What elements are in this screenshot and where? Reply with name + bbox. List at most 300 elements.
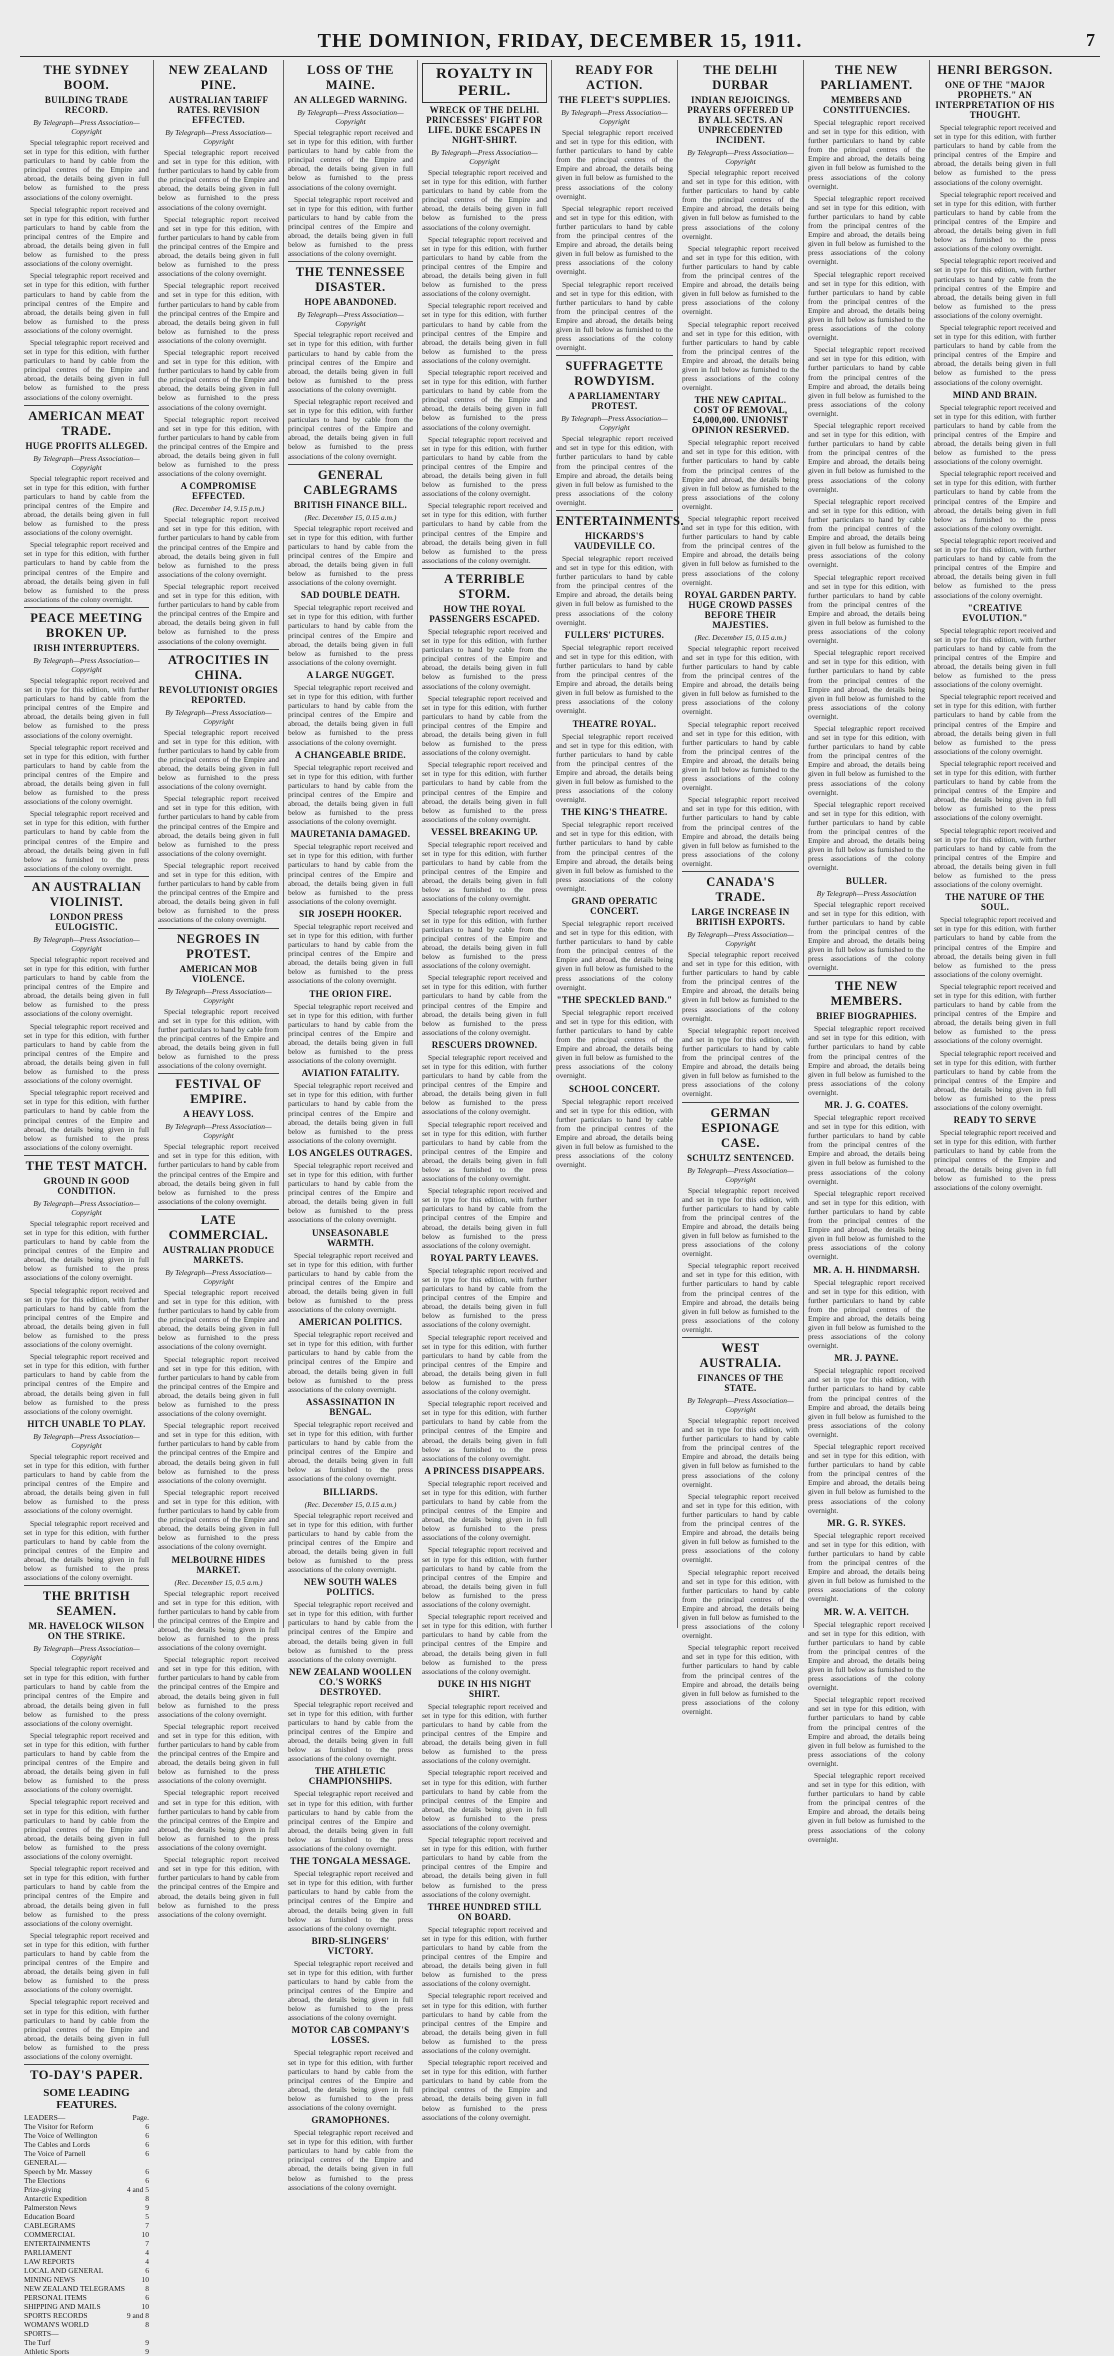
article-paragraph: Special telegraphic report received and set in type for this edition, with further particulars to hand by cable from the principal centres of the Empire and abroad, the details being given in full below as furnished to the press associations of the colony overnight. <box>288 1510 413 1575</box>
features-row <box>24 2131 149 2140</box>
article-paragraph: Special telegraphic report received and set in type for this edition, with further particulars to hand by cable from the principal centres of the Empire and abroad, the details being given in full below as furnished to the press associations of the colony overnight. <box>422 367 547 432</box>
article-subhead: SAD DOUBLE DEATH. <box>300 590 401 601</box>
article-paragraph: Special telegraphic report received and set in type for this edition, with further particulars to hand by cable from the principal centres of the Empire and abroad, the details being given in full below as furnished to the press associations of the colony overnight. <box>556 203 673 277</box>
article-subhead: BRIEF BIOGRAPHIES. <box>816 1011 917 1022</box>
article-paragraph: Special telegraphic report received and set in type for this edition, with further particulars to hand by cable from the principal centres of the Empire and abroad, the details being given in full below as furnished to the press associations of the colony overnight. <box>158 347 279 412</box>
features-label: LAW REPORTS <box>24 2257 75 2267</box>
article-paragraph: Special telegraphic report received and set in type for this edition, with further particulars to hand by cable from the principal centres of the Empire and abroad, the details being given in full below as furnished to the press associations of the colony overnight. <box>808 421 925 494</box>
article-subhead: AUSTRALIAN PRODUCE MARKETS. <box>162 1244 275 1265</box>
features-label: SPORTS RECORDS <box>24 2311 88 2321</box>
article-paragraph: Special telegraphic report received and set in type for this edition, with further particulars to hand by cable from the principal centres of the Empire and abroad, the details being given in full below as furnished to the press associations of the colony overnight. <box>158 1588 279 1653</box>
article-byline: By Telegraph—Press Association—Copyright <box>687 1396 794 1414</box>
article-paragraph: Special telegraphic report received and set in type for this edition, with further particulars to hand by cable from the principal centres of the Empire and abroad, the details being given in full below as furnished to the press associations of the colony overnight. <box>682 1491 799 1565</box>
features-row <box>24 2212 149 2221</box>
features-row <box>24 2122 149 2131</box>
article-paragraph: Special telegraphic report received and set in type for this edition, with further particulars to hand by cable from the principal centres of the Empire and abroad, the details being given in full below as furnished to the press associations of the colony overnight. <box>158 1788 279 1853</box>
article-paragraph: Special telegraphic report received and set in type for this edition, with further particulars to hand by cable from the principal centres of the Empire and abroad, the details being given in full below as furnished to the press associations of the colony overnight. <box>288 921 413 986</box>
article-paragraph: Special telegraphic report received and set in type for this edition, with further particulars to hand by cable from the principal centres of the Empire and abroad, the details being given in full below as furnished to the press associations of the colony overnight. <box>808 1113 925 1186</box>
article-subhead: A CHANGEABLE BRIDE. <box>295 749 406 760</box>
article-paragraph: Special telegraphic report received and set in type for this edition, with further particulars to hand by cable from the principal centres of the Empire and abroad, the details being given in full below as furnished to the press associations of the colony overnight. <box>288 2128 413 2192</box>
features-label: PARLIAMENT <box>24 2248 72 2258</box>
article-paragraph: Special telegraphic report received and set in type for this edition, with further particulars to hand by cable from the principal centres of the Empire and abroad, the details being given in full below as furnished to the press associations of the colony overnight. <box>934 758 1056 823</box>
rule <box>288 464 413 465</box>
article-paragraph: Special telegraphic report received and set in type for this edition, with further particulars to hand by cable from the principal centres of the Empire and abroad, the details being given in full below as furnished to the press associations of the colony overnight. <box>158 1487 279 1552</box>
article-subhead: THEATRE ROYAL. <box>572 718 657 729</box>
article-paragraph: Special telegraphic report received and set in type for this edition, with further particulars to hand by cable from the principal centres of the Empire and abroad, the details being given in full below as furnished to the press associations of the colony overnight. <box>934 1128 1056 1192</box>
article-paragraph: Special telegraphic report received and set in type for this edition, with further particulars to hand by cable from the principal centres of the Empire and abroad, the details being given in full below as furnished to the press associations of the colony overnight. <box>24 138 149 202</box>
article-subhead: LARGE INCREASE IN BRITISH EXPORTS. <box>691 907 790 927</box>
article-paragraph: Special telegraphic report received and set in type for this edition, with further particulars to hand by cable from the principal centres of the Empire and abroad, the details being given in full below as furnished to the press associations of the colony overnight. <box>422 1265 547 1330</box>
article-paragraph: Special telegraphic report received and set in type for this edition, with further particulars to hand by cable from the principal centres of the Empire and abroad, the details being given in full below as furnished to the press associations of the colony overnight. <box>158 1855 279 1919</box>
article-byline: (Rec. December 14, 9.15 p.m.) <box>172 504 265 514</box>
article-paragraph: Special telegraphic report received and set in type for this edition, with further particulars to hand by cable from the principal centres of the Empire and abroad, the details being given in full below as furnished to the press associations of the colony overnight. <box>24 1797 149 1862</box>
features-row <box>24 2248 149 2257</box>
article-paragraph: Special telegraphic report received and set in type for this edition, with further particulars to hand by cable from the principal centres of the Empire and abroad, the details being given in full below as furnished to the press associations of the colony overnight. <box>422 1186 547 1250</box>
article-paragraph: Special telegraphic report received and set in type for this edition, with further particulars to hand by cable from the principal centres of the Empire and abroad, the details being given in full below as furnished to the press associations of the colony overnight. <box>934 625 1056 690</box>
features-page: 9 <box>145 2338 149 2348</box>
column-4 <box>418 60 552 2122</box>
features-row <box>24 2167 149 2176</box>
features-row <box>24 2347 149 2356</box>
article-title: LATE COMMERCIAL. <box>168 1212 269 1242</box>
article-paragraph: Special telegraphic report received and set in type for this edition, with further particulars to hand by cable from the principal centres of the Empire and abroad, the details being given in full below as furnished to the press associations of the colony overnight. <box>422 301 547 365</box>
column-5 <box>552 60 685 1628</box>
article-paragraph: Special telegraphic report received and set in type for this edition, with further particulars to hand by cable from the principal centres of the Empire and abroad, the details being given in full below as furnished to the press associations of the colony overnight. <box>288 1699 413 1764</box>
article-title: THE NEW PARLIAMENT. <box>820 63 913 92</box>
article-paragraph: Special telegraphic report received and set in type for this edition, with further particulars to hand by cable from the principal centres of the Empire and abroad, the details being given in full below as furnished to the press associations of the colony overnight. <box>288 1330 413 1394</box>
article-paragraph: Special telegraphic report received and set in type for this edition, with further particulars to hand by cable from the principal centres of the Empire and abroad, the details being given in full below as furnished to the press associations of the colony overnight. <box>24 675 149 740</box>
features-page: 10 <box>141 2230 149 2240</box>
article-paragraph: Special telegraphic report received and set in type for this edition, with further particulars to hand by cable from the principal centres of the Empire and abroad, the details being given in full below as furnished to the press associations of the colony overnight. <box>422 1835 547 1899</box>
rule <box>682 1102 799 1103</box>
article-paragraph: Special telegraphic report received and set in type for this edition, with further particulars to hand by cable from the principal centres of the Empire and abroad, the details being given in full below as furnished to the press associations of the colony overnight. <box>422 1701 547 1766</box>
features-label: LOCAL AND GENERAL <box>24 2266 104 2276</box>
features-label: ENTERTAINMENTS <box>24 2239 91 2249</box>
article-paragraph: Special telegraphic report received and set in type for this edition, with further particulars to hand by cable from the principal centres of the Empire and abroad, the details being given in full below as furnished to the press associations of the colony overnight. <box>422 434 547 499</box>
features-row <box>24 2329 149 2338</box>
article-paragraph: Special telegraphic report received and set in type for this edition, with further particulars to hand by cable from the principal centres of the Empire and abroad, the details being given in full below as furnished to the press associations of the colony overnight. <box>24 1352 149 1416</box>
features-label: SPORTS— <box>24 2329 59 2339</box>
article-paragraph: Special telegraphic report received and set in type for this edition, with further particulars to hand by cable from the principal centres of the Empire and abroad, the details being given in full below as furnished to the press associations of the colony overnight. <box>288 128 413 192</box>
article-paragraph: Special telegraphic report received and set in type for this edition, with further particulars to hand by cable from the principal centres of the Empire and abroad, the details being given in full below as furnished to the press associations of the colony overnight. <box>682 514 799 587</box>
article-paragraph: Special telegraphic report received and set in type for this edition, with further particulars to hand by cable from the principal centres of the Empire and abroad, the details being given in full below as furnished to the press associations of the colony overnight. <box>158 727 279 792</box>
article-subhead: THREE HUNDRED STILL ON BOARD. <box>427 1901 542 1922</box>
features-page: 7 <box>145 2239 149 2249</box>
article-subhead: THE NEW CAPITAL. COST OF REMOVAL, £4,000,000. UNIONIST OPINION RESERVED. <box>691 395 790 436</box>
features-row <box>24 2284 149 2293</box>
article-title: A TERRIBLE STORM. <box>444 571 525 601</box>
article-title: SUFFRAGETTE ROWDYISM. <box>565 359 664 389</box>
article-paragraph: Special telegraphic report received and set in type for this edition, with further particulars to hand by cable from the principal centres of the Empire and abroad, the details being given in full below as furnished to the press associations of the colony overnight. <box>808 1442 925 1515</box>
article-paragraph: Special telegraphic report received and set in type for this edition, with further particulars to hand by cable from the principal centres of the Empire and abroad, the details being given in full below as furnished to the press associations of the colony overnight. <box>808 572 925 646</box>
article-paragraph: Special telegraphic report received and set in type for this edition, with further particulars to hand by cable from the principal centres of the Empire and abroad, the details being given in full below as furnished to the press associations of the colony overnight. <box>422 973 547 1037</box>
article-paragraph: Special telegraphic report received and set in type for this edition, with further particulars to hand by cable from the principal centres of the Empire and abroad, the details being given in full below as furnished to the press associations of the colony overnight. <box>288 1789 413 1854</box>
features-label: The Elections <box>24 2176 66 2186</box>
article-title: READY FOR ACTION. <box>575 63 654 92</box>
features-label: The Voice of Parnell <box>24 2149 86 2159</box>
article-subhead: WRECK OF THE DELHI. PRINCESSES' FIGHT FOR LIFE. DUKE ESCAPES IN NIGHT-SHIRT. <box>426 105 543 145</box>
rule <box>24 607 149 608</box>
features-label: The Turf <box>24 2338 51 2348</box>
features-label: CABLEGRAMS <box>24 2221 76 2231</box>
article-title: THE TENNESSEE DISASTER. <box>295 265 406 295</box>
article-paragraph: Special telegraphic report received and set in type for this edition, with further particulars to hand by cable from the principal centres of the Empire and abroad, the details being given in full below as furnished to the press associations of the colony overnight. <box>682 1643 799 1716</box>
features-row <box>24 2221 149 2230</box>
rule <box>682 1337 799 1338</box>
masthead-title: THE DOMINION, FRIDAY, DECEMBER 15, 1911. <box>317 30 803 52</box>
article-byline: By Telegraph—Press Association—Copyright <box>561 108 668 126</box>
article-subhead: INDIAN REJOICINGS. PRAYERS OFFERED UP BY ALL SECTS. AN UNPRECEDENTED INCIDENT. <box>687 95 794 145</box>
article-paragraph: Special telegraphic report received and set in type for this edition, with further particulars to hand by cable from the principal centres of the Empire and abroad, the details being given in full below as furnished to the press associations of the colony overnight. <box>24 473 149 538</box>
features-label: The Visitor for Reform <box>24 2122 94 2132</box>
article-byline: By Telegraph—Press Association—Copyright <box>561 414 668 433</box>
article-paragraph: Special telegraphic report received and set in type for this edition, with further particulars to hand by cable from the principal centres of the Empire and abroad, the details being given in full below as furnished to the press associations of the colony overnight. <box>934 825 1056 890</box>
article-title: NEW ZEALAND PINE. <box>168 63 269 92</box>
article-paragraph: Special telegraphic report received and set in type for this edition, with further particulars to hand by cable from the principal centres of the Empire and abroad, the details being given in full below as furnished to the press associations of the colony overnight. <box>808 1277 925 1351</box>
article-paragraph: Special telegraphic report received and set in type for this edition, with further particulars to hand by cable from the principal centres of the Empire and abroad, the details being given in full below as furnished to the press associations of the colony overnight. <box>808 899 925 973</box>
features-row <box>24 2275 149 2284</box>
article-subhead: BULLER. <box>845 875 888 886</box>
article-paragraph: Special telegraphic report received and set in type for this edition, with further particulars to hand by cable from the principal centres of the Empire and abroad, the details being given in full below as furnished to the press associations of the colony overnight. <box>422 1399 547 1463</box>
article-paragraph: Special telegraphic report received and set in type for this edition, with further particulars to hand by cable from the principal centres of the Empire and abroad, the details being given in full below as furnished to the press associations of the colony overnight. <box>682 643 799 717</box>
rule <box>682 871 799 872</box>
article-paragraph: Special telegraphic report received and set in type for this edition, with further particulars to hand by cable from the principal centres of the Empire and abroad, the details being given in full below as furnished to the press associations of the colony overnight. <box>422 1768 547 1832</box>
article-paragraph: Special telegraphic report received and set in type for this edition, with further particulars to hand by cable from the principal centres of the Empire and abroad, the details being given in full below as furnished to the press associations of the colony overnight. <box>682 319 799 393</box>
features-page: 4 and 5 <box>126 2185 149 2195</box>
article-paragraph: Special telegraphic report received and set in type for this edition, with further particulars to hand by cable from the principal centres of the Empire and abroad, the details being given in full below as furnished to the press associations of the colony overnight. <box>682 243 799 317</box>
features-page: 8 <box>145 2284 149 2294</box>
article-paragraph: Special telegraphic report received and set in type for this edition, with further particulars to hand by cable from the principal centres of the Empire and abroad, the details being given in full below as furnished to the press associations of the colony overnight. <box>422 1052 547 1117</box>
article-paragraph: Special telegraphic report received and set in type for this edition, with further particulars to hand by cable from the principal centres of the Empire and abroad, the details being given in full below as furnished to the press associations of the colony overnight. <box>934 402 1056 467</box>
features-page: 4 <box>145 2248 149 2258</box>
article-subhead: AVIATION FATALITY. <box>301 1068 400 1079</box>
article-paragraph: Special telegraphic report received and set in type for this edition, with further particulars to hand by cable from the principal centres of the Empire and abroad, the details being given in full below as furnished to the press associations of the colony overnight. <box>808 1530 925 1604</box>
rule <box>422 568 547 569</box>
article-subhead: AMERICAN POLITICS. <box>298 1317 403 1328</box>
features-page: 6 <box>145 2140 149 2150</box>
features-row <box>24 2293 149 2302</box>
article-title: THE TEST MATCH. <box>25 1158 148 1173</box>
rule <box>556 355 673 356</box>
article-paragraph: Special telegraphic report received and set in type for this edition, with further particulars to hand by cable from the principal centres of the Empire and abroad, the details being given in full below as furnished to the press associations of the colony overnight. <box>556 279 673 353</box>
article-subhead: AN ALLEGED WARNING. <box>293 95 408 105</box>
article-paragraph: Special telegraphic report received and set in type for this edition, with further particulars to hand by cable from the principal centres of the Empire and abroad, the details being given in full below as furnished to the press associations of the colony overnight. <box>808 1188 925 1262</box>
article-subhead: LONDON PRESS EULOGISTIC. <box>49 911 124 932</box>
article-byline: (Rec. December 15, 0.15 a.m.) <box>304 512 397 522</box>
features-row <box>24 2302 149 2311</box>
article-paragraph: Special telegraphic report received and set in type for this edition, with further particulars to hand by cable from the principal centres of the Empire and abroad, the details being given in full below as furnished to the press associations of the colony overnight. <box>158 1287 279 1352</box>
article-paragraph: Special telegraphic report received and set in type for this edition, with further particulars to hand by cable from the principal centres of the Empire and abroad, the details being given in full below as furnished to the press associations of the colony overnight. <box>24 540 149 604</box>
article-byline: By Telegraph—Press Association—Copyright <box>687 148 794 166</box>
article-paragraph: Special telegraphic report received and set in type for this edition, with further particulars to hand by cable from the principal centres of the Empire and abroad, the details being given in full below as furnished to the press associations of the colony overnight. <box>288 762 413 827</box>
article-title: TO-DAY'S PAPER. <box>30 2068 143 2083</box>
article-paragraph: Special telegraphic report received and set in type for this edition, with further particulars to hand by cable from the principal centres of the Empire and abroad, the details being given in full below as furnished to the press associations of the colony overnight. <box>934 189 1056 254</box>
article-subhead: "CREATIVE EVOLUTION." <box>962 602 1028 623</box>
article-paragraph: Special telegraphic report received and set in type for this edition, with further particulars to hand by cable from the principal centres of the Empire and abroad, the details being given in full below as furnished to the press associations of the colony overnight. <box>158 794 279 858</box>
article-paragraph: Special telegraphic report received and set in type for this edition, with further particulars to hand by cable from the principal centres of the Empire and abroad, the details being given in full below as furnished to the press associations of the colony overnight. <box>808 799 925 873</box>
features-label: Speech by Mr. Massey <box>24 2167 93 2177</box>
article-paragraph: Special telegraphic report received and set in type for this edition, with further particulars to hand by cable from the principal centres of the Empire and abroad, the details being given in full below as furnished to the press associations of the colony overnight. <box>24 271 149 335</box>
article-paragraph: Special telegraphic report received and set in type for this edition, with further particulars to hand by cable from the principal centres of the Empire and abroad, the details being given in full below as furnished to the press associations of the colony overnight. <box>24 1930 149 1995</box>
article-subhead: MR. HAVELOCK WILSON ON THE STRIKE. <box>28 1621 145 1642</box>
article-subhead: DUKE IN HIS NIGHT SHIRT. <box>437 1678 532 1699</box>
article-paragraph: Special telegraphic report received and set in type for this edition, with further particulars to hand by cable from the principal centres of the Empire and abroad, the details being given in full below as furnished to the press associations of the colony overnight. <box>808 648 925 721</box>
article-paragraph: Special telegraphic report received and set in type for this edition, with further particulars to hand by cable from the principal centres of the Empire and abroad, the details being given in full below as furnished to the press associations of the colony overnight. <box>934 535 1056 600</box>
article-paragraph: Special telegraphic report received and set in type for this edition, with further particulars to hand by cable from the principal centres of the Empire and abroad, the details being given in full below as furnished to the press associations of the colony overnight. <box>934 1048 1056 1113</box>
rule <box>24 1585 149 1586</box>
article-paragraph: Special telegraphic report received and set in type for this edition, with further particulars to hand by cable from the principal centres of the Empire and abroad, the details being given in full below as furnished to the press associations of the colony overnight. <box>24 1021 149 1086</box>
article-byline: By Telegraph—Press Association—Copyright <box>33 118 140 136</box>
article-byline: By Telegraph—Press Association—Copyright <box>165 1267 272 1286</box>
features-label: WOMAN'S WORLD <box>24 2320 89 2330</box>
article-paragraph: Special telegraphic report received and set in type for this edition, with further particulars to hand by cable from the principal centres of the Empire and abroad, the details being given in full below as furnished to the press associations of the colony overnight. <box>934 256 1056 320</box>
article-paragraph: Special telegraphic report received and set in type for this edition, with further particulars to hand by cable from the principal centres of the Empire and abroad, the details being given in full below as furnished to the press associations of the colony overnight. <box>808 118 925 191</box>
article-paragraph: Special telegraphic report received and set in type for this edition, with further particulars to hand by cable from the principal centres of the Empire and abroad, the details being given in full below as furnished to the press associations of the colony overnight. <box>556 434 673 507</box>
article-paragraph: Special telegraphic report received and set in type for this edition, with further particulars to hand by cable from the principal centres of the Empire and abroad, the details being given in full below as furnished to the press associations of the colony overnight. <box>808 1366 925 1439</box>
article-subhead: GRAND OPERATIC CONCERT. <box>571 896 658 916</box>
article-subhead: ROYAL GARDEN PARTY. HUGE CROWD PASSES BEFORE THEIR MAJESTIES. <box>684 589 797 630</box>
article-subhead: HITCH UNABLE TO PLAY. <box>27 1418 146 1429</box>
article-subhead: MAURETANIA DAMAGED. <box>290 829 411 840</box>
column-2 <box>154 60 284 1919</box>
article-paragraph: Special telegraphic report received and set in type for this edition, with further particulars to hand by cable from the principal centres of the Empire and abroad, the details being given in full below as furnished to the press associations of the colony overnight. <box>422 839 547 904</box>
article-paragraph: Special telegraphic report received and set in type for this edition, with further particulars to hand by cable from the principal centres of the Empire and abroad, the details being given in full below as furnished to the press associations of the colony overnight. <box>158 281 279 345</box>
article-subhead: HUGE PROFITS ALLEGED. <box>25 440 148 451</box>
article-paragraph: Special telegraphic report received and set in type for this edition, with further particulars to hand by cable from the principal centres of the Empire and abroad, the details being given in full below as furnished to the press associations of the colony overnight. <box>158 214 279 279</box>
article-paragraph: Special telegraphic report received and set in type for this edition, with further particulars to hand by cable from the principal centres of the Empire and abroad, the details being given in full below as furnished to the press associations of the colony overnight. <box>556 820 673 893</box>
features-row <box>24 2158 149 2167</box>
features-page: 5 <box>145 2212 149 2222</box>
masthead <box>20 30 1100 57</box>
article-title: FESTIVAL OF EMPIRE. <box>175 1077 262 1107</box>
features-page: 9 and 8 <box>126 2311 149 2321</box>
features-label: Education Board <box>24 2212 75 2222</box>
article-paragraph: Special telegraphic report received and set in type for this edition, with further particulars to hand by cable from the principal centres of the Empire and abroad, the details being given in full below as furnished to the press associations of the colony overnight. <box>682 950 799 1023</box>
article-paragraph: Special telegraphic report received and set in type for this edition, with further particulars to hand by cable from the principal centres of the Empire and abroad, the details being given in full below as furnished to the press associations of the colony overnight. <box>24 1218 149 1283</box>
features-page: 8 <box>145 2194 149 2204</box>
features-row <box>24 2113 149 2122</box>
article-byline: (Rec. December 15, 0.15 a.m.) <box>304 1499 397 1509</box>
article-title: THE BRITISH SEAMEN. <box>42 1589 131 1619</box>
article-byline: By Telegraph—Press Association—Copyright <box>297 108 404 126</box>
article-paragraph: Special telegraphic report received and set in type for this edition, with further particulars to hand by cable from the principal centres of the Empire and abroad, the details being given in full below as furnished to the press associations of the colony overnight. <box>24 1730 149 1795</box>
article-subhead: A PARLIAMENTARY PROTEST. <box>568 391 661 412</box>
features-row <box>24 2203 149 2212</box>
article-subhead: "THE SPECKLED BAND." <box>556 994 673 1005</box>
article-paragraph: Special telegraphic report received and set in type for this edition, with further particulars to hand by cable from the principal centres of the Empire and abroad, the details being given in full below as furnished to the press associations of the colony overnight. <box>682 168 799 241</box>
article-paragraph: Special telegraphic report received and set in type for this edition, with further particulars to hand by cable from the principal centres of the Empire and abroad, the details being given in full below as furnished to the press associations of the colony overnight. <box>422 1991 547 2055</box>
article-subhead: ASSASSINATION IN BENGAL. <box>306 1396 395 1417</box>
features-page: 6 <box>145 2176 149 2186</box>
article-paragraph: Special telegraphic report received and set in type for this edition, with further particulars to hand by cable from the principal centres of the Empire and abroad, the details being given in full below as furnished to the press associations of the colony overnight. <box>556 1096 673 1170</box>
article-byline: (Rec. December 15, 0.5 a.m.) <box>174 1577 263 1587</box>
article-paragraph: Special telegraphic report received and set in type for this edition, with further particulars to hand by cable from the principal centres of the Empire and abroad, the details being given in full below as furnished to the press associations of the colony overnight. <box>934 915 1056 979</box>
article-paragraph: Special telegraphic report received and set in type for this edition, with further particulars to hand by cable from the principal centres of the Empire and abroad, the details being given in full below as furnished to the press associations of the colony overnight. <box>808 1619 925 1693</box>
article-paragraph: Special telegraphic report received and set in type for this edition, with further particulars to hand by cable from the principal centres of the Empire and abroad, the details being given in full below as furnished to the press associations of the colony overnight. <box>24 809 149 873</box>
article-byline: By Telegraph—Press Association—Copyright <box>33 1644 140 1663</box>
article-paragraph: Special telegraphic report received and set in type for this edition, with further particulars to hand by cable from the principal centres of the Empire and abroad, the details being given in full below as furnished to the press associations of the colony overnight. <box>682 1261 799 1334</box>
features-row <box>24 2239 149 2248</box>
features-row <box>24 2338 149 2347</box>
article-paragraph: Special telegraphic report received and set in type for this edition, with further particulars to hand by cable from the principal centres of the Empire and abroad, the details being given in full below as furnished to the press associations of the colony overnight. <box>24 1451 149 1516</box>
article-paragraph: Special telegraphic report received and set in type for this edition, with further particulars to hand by cable from the principal centres of the Empire and abroad, the details being given in full below as furnished to the press associations of the colony overnight. <box>934 322 1056 387</box>
article-subhead: MOTOR CAB COMPANY'S LOSSES. <box>291 2025 410 2046</box>
column-3 <box>284 60 418 2192</box>
features-label: LEADERS— <box>24 2113 66 2123</box>
article-subhead: UNSEASONABLE WARMTH. <box>311 1227 390 1248</box>
article-paragraph: Special telegraphic report received and set in type for this edition, with further particulars to hand by cable from the principal centres of the Empire and abroad, the details being given in full below as furnished to the press associations of the colony overnight. <box>934 469 1056 533</box>
rule <box>556 510 673 511</box>
article-paragraph: Special telegraphic report received and set in type for this edition, with further particulars to hand by cable from the principal centres of the Empire and abroad, the details being given in full below as furnished to the press associations of the colony overnight. <box>682 1025 799 1099</box>
article-subhead: A LARGE NUGGET. <box>306 669 395 680</box>
article-paragraph: Special telegraphic report received and set in type for this edition, with further particulars to hand by cable from the principal centres of the Empire and abroad, the details being given in full below as furnished to the press associations of the colony overnight. <box>288 1600 413 1664</box>
article-byline: By Telegraph—Press Association—Copyright <box>165 707 272 726</box>
article-subhead: AMERICAN MOB VIOLENCE. <box>179 963 258 984</box>
article-paragraph: Special telegraphic report received and set in type for this edition, with further particulars to hand by cable from the principal centres of the Empire and abroad, the details being given in full below as furnished to the press associations of the colony overnight. <box>158 515 279 579</box>
article-paragraph: Special telegraphic report received and set in type for this edition, with further particulars to hand by cable from the principal centres of the Empire and abroad, the details being given in full below as furnished to the press associations of the colony overnight. <box>556 128 673 201</box>
article-title: CANADA'S TRADE. <box>706 875 775 904</box>
article-byline: By Telegraph—Press Association—Copyright <box>33 1431 140 1450</box>
article-paragraph: Special telegraphic report received and set in type for this edition, with further particulars to hand by cable from the principal centres of the Empire and abroad, the details being given in full below as furnished to the press associations of the colony overnight. <box>422 2058 547 2122</box>
features-row <box>24 2266 149 2275</box>
article-paragraph: Special telegraphic report received and set in type for this edition, with further particulars to hand by cable from the principal centres of the Empire and abroad, the details being given in full below as furnished to the press associations of the colony overnight. <box>24 337 149 402</box>
features-label: Palmerston News <box>24 2203 77 2213</box>
article-paragraph: Special telegraphic report received and set in type for this edition, with further particulars to hand by cable from the principal centres of the Empire and abroad, the details being given in full below as furnished to the press associations of the colony overnight. <box>422 1119 547 1184</box>
article-subhead: GROUND IN GOOD CONDITION. <box>43 1175 130 1196</box>
features-page: 10 <box>141 2302 149 2312</box>
article-subhead: SIR JOSEPH HOOKER. <box>299 908 402 919</box>
article-paragraph: Special telegraphic report received and set in type for this edition, with further particulars to hand by cable from the principal centres of the Empire and abroad, the details being given in full below as furnished to the press associations of the colony overnight. <box>158 1655 279 1719</box>
article-paragraph: Special telegraphic report received and set in type for this edition, with further particulars to hand by cable from the principal centres of the Empire and abroad, the details being given in full below as furnished to the press associations of the colony overnight. <box>158 1421 279 1485</box>
article-title: ATROCITIES IN CHINA. <box>167 652 270 682</box>
features-page: 9 <box>145 2203 149 2213</box>
article-title: NEGROES IN PROTEST. <box>176 931 261 961</box>
article-paragraph: Special telegraphic report received and set in type for this edition, with further particulars to hand by cable from the principal centres of the Empire and abroad, the details being given in full below as furnished to the press associations of the colony overnight. <box>288 1958 413 2023</box>
features-row <box>24 2176 149 2185</box>
article-paragraph: Special telegraphic report received and set in type for this edition, with further particulars to hand by cable from the principal centres of the Empire and abroad, the details being given in full below as furnished to the press associations of the colony overnight. <box>158 414 279 479</box>
rule <box>808 975 925 976</box>
features-label: GENERAL— <box>24 2158 67 2168</box>
article-paragraph: Special telegraphic report received and set in type for this edition, with further particulars to hand by cable from the principal centres of the Empire and abroad, the details being given in full below as furnished to the press associations of the colony overnight. <box>24 1518 149 1583</box>
article-subhead: BUILDING TRADE RECORD. <box>44 95 129 115</box>
article-paragraph: Special telegraphic report received and set in type for this edition, with further particulars to hand by cable from the principal centres of the Empire and abroad, the details being given in full below as furnished to the press associations of the colony overnight. <box>808 724 925 797</box>
rule <box>158 1073 279 1074</box>
article-paragraph: Special telegraphic report received and set in type for this edition, with further particulars to hand by cable from the principal centres of the Empire and abroad, the details being given in full below as furnished to the press associations of the colony overnight. <box>288 682 413 747</box>
article-subhead: MEMBERS AND CONSTITUENCIES. <box>822 95 911 115</box>
features-page: 4 <box>145 2257 149 2267</box>
article-paragraph: Special telegraphic report received and set in type for this edition, with further particulars to hand by cable from the principal centres of the Empire and abroad, the details being given in full below as furnished to the press associations of the colony overnight. <box>288 1001 413 1066</box>
article-subhead: THE KING'S THEATRE. <box>561 807 668 818</box>
article-paragraph: Special telegraphic report received and set in type for this edition, with further particulars to hand by cable from the principal centres of the Empire and abroad, the details being given in full below as furnished to the press associations of the colony overnight. <box>288 1869 413 1933</box>
article-paragraph: Special telegraphic report received and set in type for this edition, with further particulars to hand by cable from the principal centres of the Empire and abroad, the details being given in full below as furnished to the press associations of the colony overnight. <box>422 1478 547 1543</box>
article-paragraph: Special telegraphic report received and set in type for this edition, with further particulars to hand by cable from the principal centres of the Empire and abroad, the details being given in full below as furnished to the press associations of the colony overnight. <box>24 204 149 269</box>
rule <box>158 649 279 650</box>
features-label: Antarctic Expedition <box>24 2194 87 2204</box>
features-label: The Voice of Wellington <box>24 2131 98 2141</box>
article-paragraph: Special telegraphic report received and set in type for this edition, with further particulars to hand by cable from the principal centres of the Empire and abroad, the details being given in full below as furnished to the press associations of the colony overnight. <box>808 1771 925 1844</box>
features-label: The Cables and Lords <box>24 2140 91 2150</box>
article-subhead: A HEAVY LOSS. <box>183 1109 254 1120</box>
article-subhead: FINANCES OF THE STATE. <box>697 1373 784 1393</box>
article-paragraph: Special telegraphic report received and set in type for this edition, with further particulars to hand by cable from the principal centres of the Empire and abroad, the details being given in full below as furnished to the press associations of the colony overnight. <box>808 269 925 343</box>
article-subhead: REVOLUTIONIST ORGIES REPORTED. <box>159 684 278 705</box>
article-subhead: HOPE ABANDONED. <box>304 297 397 308</box>
article-subhead: MR. A. H. HINDMARSH. <box>813 1264 920 1275</box>
article-subhead: GRAMOPHONES. <box>311 2115 390 2126</box>
article-paragraph: Special telegraphic report received and set in type for this edition, with further particulars to hand by cable from the principal centres of the Empire and abroad, the details being given in full below as furnished to the press associations of the colony overnight. <box>556 1007 673 1081</box>
column-6 <box>678 60 804 1716</box>
article-subhead: A COMPROMISE EFFECTED. <box>180 481 257 502</box>
article-paragraph: Special telegraphic report received and set in type for this edition, with further particulars to hand by cable from the principal centres of the Empire and abroad, the details being given in full below as furnished to the press associations of the colony overnight. <box>934 981 1056 1046</box>
article-byline: By Telegraph—Press Association—Copyright <box>297 310 404 329</box>
features-row <box>24 2194 149 2203</box>
article-paragraph: Special telegraphic report received and set in type for this edition, with further particulars to hand by cable from the principal centres of the Empire and abroad, the details being given in full below as furnished to the press associations of the colony overnight. <box>422 626 547 691</box>
article-title: ENTERTAINMENTS. <box>556 514 685 528</box>
article-subhead: SCHOOL CONCERT. <box>568 1083 661 1094</box>
article-subhead: READY TO SERVE <box>953 1115 1037 1126</box>
article-byline: (Rec. December 15, 0.15 a.m.) <box>694 632 787 642</box>
article-subhead: MR. G. R. SYKES. <box>827 1517 906 1528</box>
features-page: 6 <box>145 2122 149 2132</box>
article-subhead: FULLERS' PICTURES. <box>564 629 665 640</box>
article-paragraph: Special telegraphic report received and set in type for this edition, with further particulars to hand by cable from the principal centres of the Empire and abroad, the details being given in full below as furnished to the press associations of the colony overnight. <box>288 1081 413 1145</box>
article-subhead: LOS ANGELES OUTRAGES. <box>288 1147 413 1158</box>
article-title: ROYALTY IN PERIL. <box>422 63 547 103</box>
article-paragraph: Special telegraphic report received and set in type for this edition, with further particulars to hand by cable from the principal centres of the Empire and abroad, the details being given in full below as furnished to the press associations of the colony overnight. <box>288 2048 413 2112</box>
article-title: GENERAL CABLEGRAMS <box>303 467 398 497</box>
article-subhead: NEW ZEALAND WOOLLEN CO.'S WORKS DESTROYED. <box>289 1666 412 1697</box>
article-paragraph: Special telegraphic report received and set in type for this edition, with further particulars to hand by cable from the principal centres of the Empire and abroad, the details being given in full below as furnished to the press associations of the colony overnight. <box>24 742 149 807</box>
article-subhead: BRITISH FINANCE BILL. <box>293 499 408 510</box>
article-subhead: IRISH INTERRUPTERS. <box>33 642 140 653</box>
features-label: COMMERCIAL <box>24 2230 75 2240</box>
features-row <box>24 2185 149 2194</box>
article-paragraph: Special telegraphic report received and set in type for this edition, with further particulars to hand by cable from the principal centres of the Empire and abroad, the details being given in full below as furnished to the press associations of the colony overnight. <box>422 1332 547 1397</box>
article-paragraph: Special telegraphic report received and set in type for this edition, with further particulars to hand by cable from the principal centres of the Empire and abroad, the details being given in full below as furnished to the press associations of the colony overnight. <box>288 603 413 667</box>
features-page: Page. <box>132 2113 149 2123</box>
features-page: 6 <box>145 2149 149 2159</box>
article-subhead: MR. W. A. VEITCH. <box>823 1606 910 1617</box>
article-subhead: MELBOURNE HIDES MARKET. <box>171 1554 266 1575</box>
article-title: AMERICAN MEAT TRADE. <box>28 408 145 438</box>
article-paragraph: Special telegraphic report received and set in type for this edition, with further particulars to hand by cable from the principal centres of the Empire and abroad, the details being given in full below as furnished to the press associations of the colony overnight. <box>288 194 413 259</box>
column-8 <box>930 60 1060 1628</box>
article-subhead: THE ORION FIRE. <box>309 988 392 999</box>
rule <box>158 928 279 929</box>
article-paragraph: Special telegraphic report received and set in type for this edition, with further particulars to hand by cable from the principal centres of the Empire and abroad, the details being given in full below as furnished to the press associations of the colony overnight. <box>556 919 673 992</box>
article-title: AN AUSTRALIAN VIOLINIST. <box>31 879 142 909</box>
article-paragraph: Special telegraphic report received and set in type for this edition, with further particulars to hand by cable from the principal centres of the Empire and abroad, the details being given in full below as furnished to the press associations of the colony overnight. <box>24 1664 149 1728</box>
article-paragraph: Special telegraphic report received and set in type for this edition, with further particulars to hand by cable from the principal centres of the Empire and abroad, the details being given in full below as furnished to the press associations of the colony overnight. <box>682 438 799 511</box>
features-title: SOME LEADING FEATURES. <box>43 2087 130 2112</box>
features-label: MINING NEWS <box>24 2275 76 2285</box>
features-label: NEW ZEALAND TELEGRAMS <box>24 2284 125 2294</box>
article-subhead: THE ATHLETIC CHAMPIONSHIPS. <box>308 1766 393 1787</box>
article-paragraph: Special telegraphic report received and set in type for this edition, with further particulars to hand by cable from the principal centres of the Empire and abroad, the details being given in full below as furnished to the press associations of the colony overnight. <box>422 1545 547 1610</box>
rule <box>288 261 413 262</box>
article-paragraph: Special telegraphic report received and set in type for this edition, with further particulars to hand by cable from the principal centres of the Empire and abroad, the details being given in full below as furnished to the press associations of the colony overnight. <box>808 1695 925 1768</box>
article-subhead: MR. J. PAYNE. <box>834 1353 899 1364</box>
features-page: 9 <box>145 2347 149 2356</box>
article-subhead: HICKARDS'S VAUDEVILLE CO. <box>573 531 656 551</box>
article-byline: By Telegraph—Press Association—Copyright <box>33 655 140 674</box>
features-label: Prize-giving <box>24 2185 62 2195</box>
features-page: 6 <box>145 2266 149 2276</box>
features-page: 7 <box>145 2221 149 2231</box>
article-paragraph: Special telegraphic report received and set in type for this edition, with further particulars to hand by cable from the principal centres of the Empire and abroad, the details being given in full below as furnished to the press associations of the colony overnight. <box>682 1567 799 1641</box>
article-title: THE NEW MEMBERS. <box>830 979 903 1009</box>
article-subhead: BIRD-SLINGERS' VICTORY. <box>311 1935 390 1956</box>
